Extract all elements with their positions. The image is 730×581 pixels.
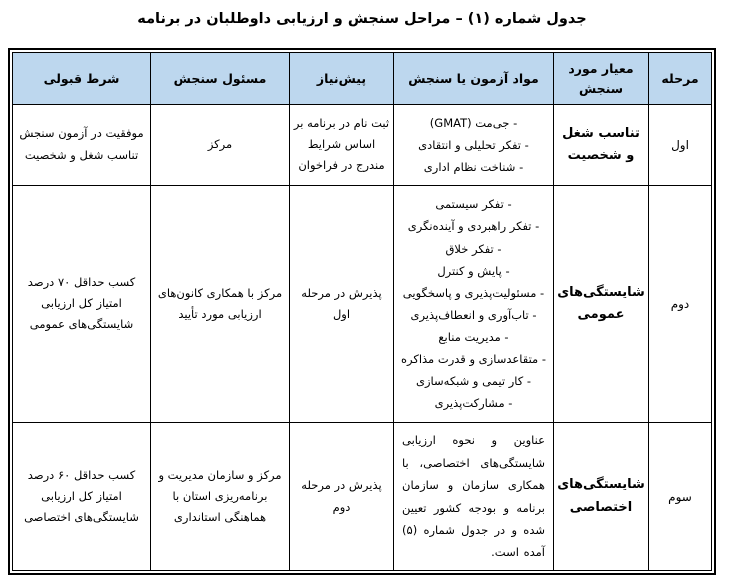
col-header-materials: مواد آزمون یا سنجش bbox=[394, 53, 554, 105]
materials-item: - کار تیمی و شبکه‌سازی bbox=[415, 374, 532, 388]
table-row-stage-3 bbox=[13, 423, 712, 571]
materials-item: - شناخت نظام اداری bbox=[423, 159, 524, 174]
cell-assessor-3: مرکز و سازمان مدیریت و برنامه‌ریزی استان با هماهنگی استانداری bbox=[151, 423, 290, 571]
cell-stage-2: دوم bbox=[649, 185, 712, 423]
col-header-pass-condition: شرط قبولی bbox=[13, 53, 151, 105]
table-outer-border bbox=[8, 48, 716, 575]
cell-stage-3: سوم bbox=[649, 423, 712, 571]
col-header-assessor: مسئول سنجش bbox=[151, 53, 290, 105]
materials-item: - مشارکت‌پذیری bbox=[434, 396, 513, 411]
materials-item: - جی‌مت (GMAT) bbox=[429, 115, 518, 130]
cell-prerequisite-1: ثبت نام در برنامه بر اساس شرایط مندرج در فراخوان bbox=[290, 105, 394, 186]
materials-item: - مسئولیت‌پذیری و پاسخگویی bbox=[402, 285, 545, 300]
page-title: جدول شماره (۱) – مراحل سنجش و ارزیابی داوطلبان در برنامه bbox=[137, 11, 587, 27]
materials-list bbox=[397, 112, 550, 178]
cell-pass-condition-3: کسب حداقل ۶۰ درصد امتیاز کل ارزیابی شایستگی‌های اختصاصی bbox=[13, 423, 151, 571]
materials-item: - تفکر سیستمی bbox=[435, 197, 512, 212]
cell-pass-condition-1: موفقیت در آزمون سنجش تناسب شغل و شخصیت bbox=[13, 105, 151, 186]
cell-materials-1 bbox=[394, 105, 554, 186]
table-row-stage-1 bbox=[13, 105, 712, 186]
materials-item: - تفکر راهبردی و آینده‌نگری bbox=[407, 219, 540, 234]
cell-criterion-3: شایستگی‌های اختصاصی bbox=[554, 423, 649, 571]
header-row bbox=[13, 53, 712, 105]
materials-item: - مدیریت منابع bbox=[438, 329, 509, 344]
cell-materials-3 bbox=[394, 423, 554, 571]
cell-prerequisite-2: پذیرش در مرحله اول bbox=[290, 185, 394, 423]
materials-item: - تاب‌آوری و انعطاف‌پذیری bbox=[410, 307, 537, 322]
assessment-stages-table bbox=[12, 52, 712, 571]
materials-item: - پایش و کنترل bbox=[437, 263, 510, 278]
table-row-stage-2 bbox=[13, 185, 712, 423]
cell-assessor-2: مرکز با همکاری کانون‌های ارزیابی مورد تأیید bbox=[151, 185, 290, 423]
cell-prerequisite-3: پذیرش در مرحله دوم bbox=[290, 423, 394, 571]
cell-stage-1: اول bbox=[649, 105, 712, 186]
materials-paragraph: عناوین و نحوه ارزیابی شایستگی‌های اختصاصی، با همکاری سازمان و سازمان برنامه و بودجه کشور تعیین شده و در جدول شماره (۵) آمده است. bbox=[402, 433, 545, 560]
cell-criterion-2: شایستگی‌های عمومی bbox=[554, 185, 649, 423]
col-header-stage: مرحله bbox=[649, 53, 712, 105]
cell-assessor-1: مرکز bbox=[151, 105, 290, 186]
cell-criterion-1: تناسب شغل و شخصیت bbox=[554, 105, 649, 186]
materials-item: - تفکر خلاق bbox=[445, 241, 502, 256]
cell-pass-condition-2: کسب حداقل ۷۰ درصد امتیاز کل ارزیابی شایستگی‌های عمومی bbox=[13, 185, 151, 423]
materials-item: - متقاعدسازی و قدرت مذاکره bbox=[400, 351, 547, 366]
col-header-criterion: معیار مورد سنجش bbox=[554, 53, 649, 105]
col-header-prerequisite: پیش‌نیاز bbox=[290, 53, 394, 105]
cell-materials-2 bbox=[394, 185, 554, 423]
materials-item: - تفکر تحلیلی و انتقادی bbox=[418, 137, 529, 152]
materials-list bbox=[397, 193, 550, 414]
